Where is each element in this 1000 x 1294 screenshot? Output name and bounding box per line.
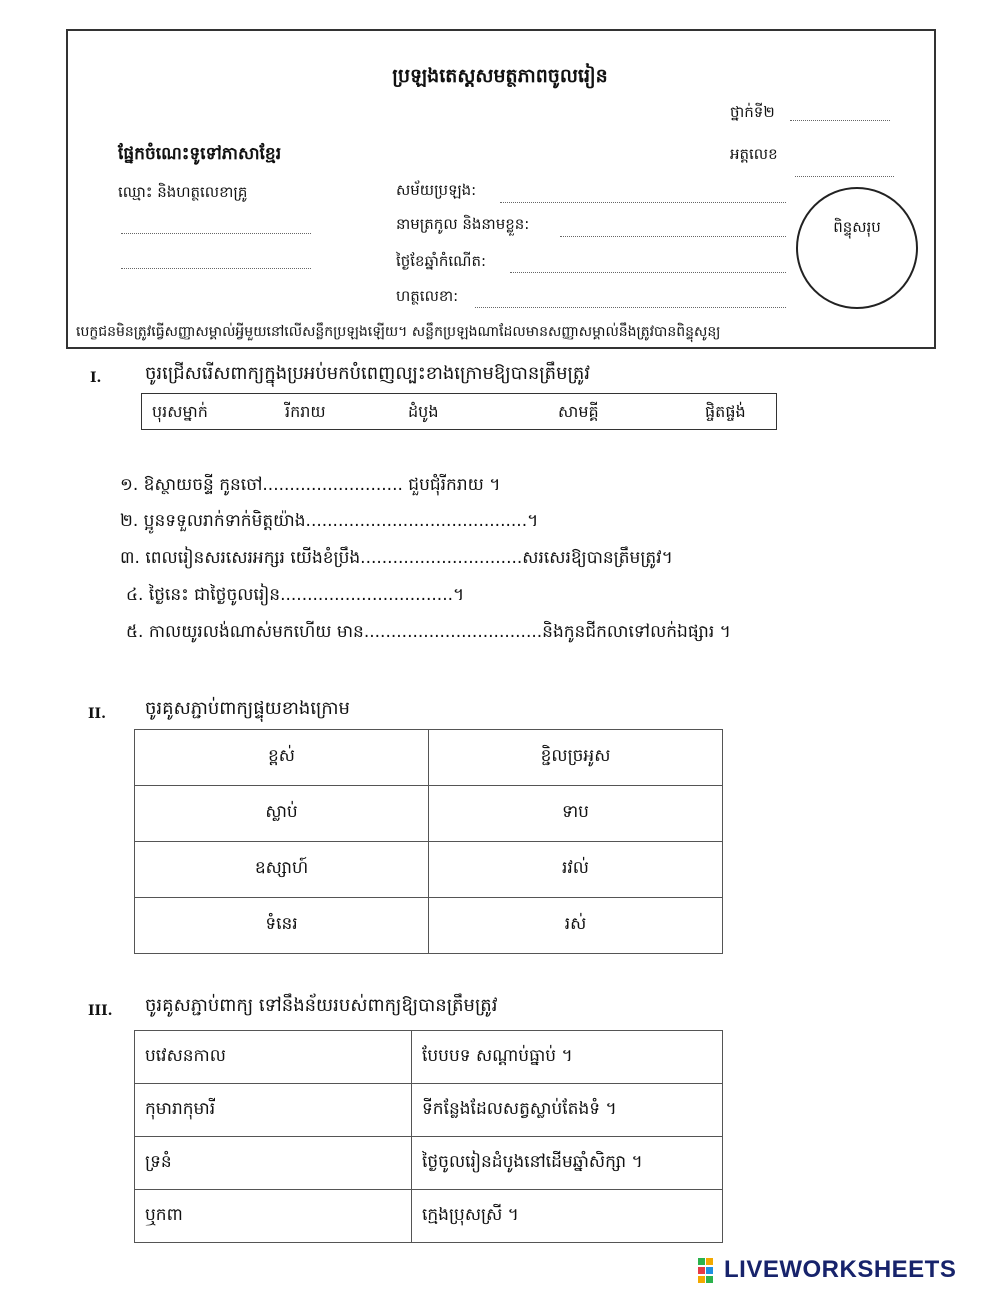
grade-dots bbox=[790, 120, 890, 121]
word-bank-item: ដំបូង bbox=[408, 402, 439, 421]
score-seal-label: ពិន្ទុសរុប bbox=[833, 218, 881, 236]
date-of-birth-input[interactable] bbox=[510, 256, 786, 273]
antonym-table bbox=[134, 729, 723, 954]
table-row bbox=[135, 1137, 723, 1190]
table-cell-word[interactable]: បវេសនកាល bbox=[135, 1031, 412, 1084]
table-row bbox=[135, 1031, 723, 1084]
section2-number: II. bbox=[88, 706, 106, 722]
table-cell-meaning[interactable]: ក្មេងប្រុសស្រី ។ bbox=[412, 1190, 723, 1243]
question-2[interactable]: ២. ប្អូនទទួលរាក់ទាក់មិត្តយ៉ាង.........................................។ bbox=[120, 511, 539, 531]
exam-notice: បេក្ខជនមិនត្រូវធ្វើសញ្ញាសម្គាល់អ្វីមួយនៅលើសន្លឹកប្រឡងឡើយ។ សន្លឹកប្រឡងណាដែលមានសញ្ញាសម្គាល់នឹងត្រូវបានពិន្ទុសូន្យ bbox=[76, 324, 721, 340]
section3-title: ចូរគូសភ្ជាប់ពាក្យ ទៅនឹងន័យរបស់ពាក្យឱ្យបានត្រឹមត្រូវ bbox=[145, 995, 498, 1016]
roll-number-input[interactable] bbox=[795, 160, 894, 177]
table-cell-word[interactable]: ទ្រនំ bbox=[135, 1137, 412, 1190]
word-bank-item: បុរសម្នាក់ bbox=[152, 402, 208, 421]
score-seal-circle bbox=[796, 187, 918, 309]
exam-session-input[interactable] bbox=[500, 186, 786, 203]
table-row bbox=[135, 1084, 723, 1137]
signature-label: ហត្ថលេខា: bbox=[396, 287, 459, 305]
section1-title: ចូរជ្រើសរើសពាក្យក្នុងប្រអប់មកបំពេញល្បះខាងក្រោមឱ្យបានត្រឹមត្រូវ bbox=[145, 363, 590, 384]
date-of-birth-label: ថ្ងៃខែឆ្នាំកំណើត: bbox=[396, 252, 487, 270]
table-cell-right[interactable]: រវល់ bbox=[429, 842, 723, 898]
table-cell-left[interactable]: ទំនេរ bbox=[135, 898, 429, 954]
table-row bbox=[135, 842, 723, 898]
liveworksheets-brand[interactable]: LIVEWORKSHEETS bbox=[724, 1256, 957, 1283]
table-row bbox=[135, 1190, 723, 1243]
table-cell-word[interactable]: ឬកពា bbox=[135, 1190, 412, 1243]
table-row bbox=[135, 898, 723, 954]
question-4[interactable]: ៤. ថ្ងៃនេះ ជាថ្ងៃចូលរៀន................................។ bbox=[126, 585, 465, 605]
section3-number: III. bbox=[88, 1003, 113, 1019]
table-cell-left[interactable]: ខ្ពស់ bbox=[135, 730, 429, 786]
exam-title: ប្រឡងតេស្តសមត្ថភាពចូលរៀន bbox=[392, 65, 608, 87]
signature-input[interactable] bbox=[475, 291, 786, 308]
meaning-table bbox=[134, 1030, 723, 1243]
table-cell-meaning[interactable]: ថ្ងៃចូលរៀនដំបូងនៅដើមឆ្នាំសិក្សា ។ bbox=[412, 1137, 723, 1190]
table-cell-left[interactable]: ឧស្សាហ៍ bbox=[135, 842, 429, 898]
full-name-input[interactable] bbox=[560, 220, 786, 237]
teacher-name-signature-label: ឈ្មោះ និងហត្ថលេខាគ្រូ bbox=[118, 183, 248, 201]
full-name-label: នាមត្រកូល និងនាមខ្លួន: bbox=[396, 215, 530, 233]
table-cell-right[interactable]: ខ្ជិលច្រអូស bbox=[429, 730, 723, 786]
section1-number: I. bbox=[90, 370, 102, 386]
table-cell-left[interactable]: ស្លាប់ bbox=[135, 786, 429, 842]
section-part-label: ផ្នែកចំណេះទូទៅភាសាខ្មែរ bbox=[118, 144, 282, 164]
teacher-name-dots bbox=[121, 233, 311, 234]
word-bank-item: ផ្ចិតផ្ចង់ bbox=[705, 402, 746, 421]
roll-number-label: អត្តលេខ bbox=[730, 145, 778, 163]
question-5[interactable]: ៥. កាលយូរលង់ណាស់មកហើយ មាន.................................និងកូនជីកលាទៅលក់ឯផ្សារ ។ bbox=[126, 622, 731, 642]
grade-label: ថ្នាក់ទី២ bbox=[730, 103, 775, 121]
exam-session-label: សម័យប្រឡង: bbox=[396, 181, 477, 199]
table-cell-meaning[interactable]: ទីកន្លែងដែលសត្វស្លាប់តែងទំ ។ bbox=[412, 1084, 723, 1137]
word-bank-box bbox=[141, 393, 777, 430]
liveworksheets-logo-icon bbox=[698, 1258, 722, 1284]
table-cell-right[interactable]: ទាប bbox=[429, 786, 723, 842]
table-row bbox=[135, 730, 723, 786]
table-cell-right[interactable]: រស់ bbox=[429, 898, 723, 954]
table-cell-word[interactable]: កុមារាកុមារី bbox=[135, 1084, 412, 1137]
section2-title: ចូរគូសភ្ជាប់ពាក្យផ្ទុយខាងក្រោម bbox=[145, 698, 350, 719]
word-bank-item: សាមគ្គី bbox=[558, 402, 599, 421]
teacher-signature-dots bbox=[121, 268, 311, 269]
word-bank-item: រីករាយ bbox=[285, 402, 326, 421]
question-3[interactable]: ៣. ពេលរៀនសរសេរអក្សរ យើងខំប្រឹង..............................សរសេរឱ្យបានត្រឹមត្រូវ។ bbox=[120, 548, 673, 568]
table-cell-meaning[interactable]: បែបបទ សណ្ដាប់ធ្នាប់ ។ bbox=[412, 1031, 723, 1084]
table-row bbox=[135, 786, 723, 842]
question-1[interactable]: ១. ឱស្ថាយចន្ទី កូនចៅ.......................... ជួបជុំរីករាយ ។ bbox=[120, 475, 501, 495]
